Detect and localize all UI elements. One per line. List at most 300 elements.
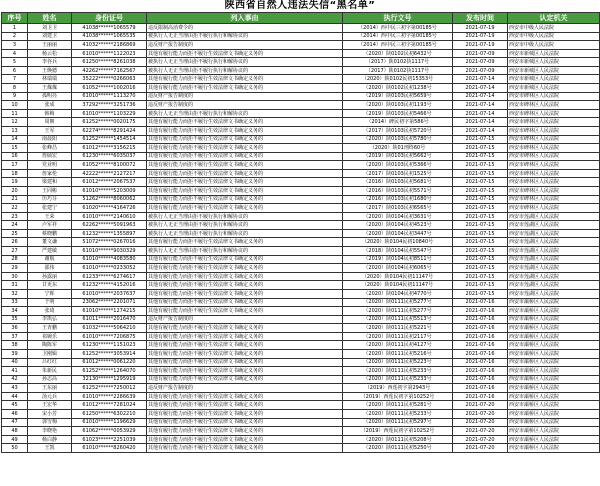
cell-index: 13 [2,126,28,135]
cell-case-number: （2020）陕0103民初5780号 [343,135,453,144]
cell-case-number: （2019）陕0103民初5466号 [343,109,453,118]
cell-reason: 其他有履行能力而拒不履行生效法律文书确定义务的 [147,332,343,341]
table-row [2,384,600,393]
table-row [2,49,600,58]
cell-name: 孙露丽 [28,272,72,281]
cell-publish-date: 2021-07-15 [453,264,508,273]
cell-case-number: （2020）陕0102民初6432号 [343,49,453,58]
cell-index: 3 [2,41,28,50]
cell-index: 40 [2,358,28,367]
cell-id-number: 61052******1002016 [72,84,147,93]
cell-index: 44 [2,392,28,401]
cell-name: 王丽丽 [28,41,72,50]
cell-index: 29 [2,264,28,273]
cell-index: 16 [2,152,28,161]
cell-court: 西安市碑林区人民法院 [508,144,600,153]
cell-publish-date: 2021-07-14 [453,84,508,93]
cell-id-number: 41032******2186869 [72,41,147,50]
cell-case-number: （2014）西中民三初字第00185号 [343,24,453,33]
cell-case-number: （2020）陕0111民初5513号 [343,315,453,324]
table-row [2,118,600,127]
cell-publish-date: 2021-07-15 [453,272,508,281]
cell-reason: 其他有履行能力而拒不履行生效法律文书确定义务的 [147,410,343,419]
cell-court: 西安市灞桥区人民法院 [508,435,600,444]
cell-id-number: 61252******7250012 [72,384,147,393]
table-row [2,238,600,247]
cell-index: 12 [2,118,28,127]
cell-name: 党业明 [28,161,72,170]
cell-index: 30 [2,272,28,281]
cell-reason: 其他有履行能力而拒不履行生效法律文书确定义务的 [147,307,343,316]
cell-publish-date: 2021-07-14 [453,75,508,84]
cell-court: 西安市新城区人民法院 [508,84,600,93]
cell-court: 西安市碑林区人民法院 [508,126,600,135]
cell-case-number: （2017）陕0103民初6565号 [343,204,453,213]
cell-index: 22 [2,204,28,213]
cell-publish-date: 2021-07-15 [453,204,508,213]
cell-publish-date: 2021-07-19 [453,41,508,50]
cell-court: 西安市莲湖区人民法院 [508,238,600,247]
table-row [2,392,600,401]
cell-case-number: （2014）碑民初字第586号 [343,118,453,127]
cell-id-number: 61052******8100072 [72,161,147,170]
table-row [2,101,600,110]
cell-index: 48 [2,427,28,436]
table-row [2,109,600,118]
cell-id-number: 51262******8060062 [72,195,147,204]
cell-reason: 违反限制高消费令的 [147,24,343,33]
cell-name: 王煤煤 [28,84,72,93]
table-row [2,349,600,358]
cell-id-number: 61010******1122023 [72,49,147,58]
cell-court: 西安市灞桥区人民法院 [508,418,600,427]
cell-id-number: 61010******2286639 [72,392,147,401]
cell-court: 西安市莲湖区人民法院 [508,255,600,264]
header-publish-date: 发布时间 [453,13,508,24]
cell-name: 于明 [28,298,72,307]
cell-case-number: （2017）陕0103民初5720号 [343,126,453,135]
cell-name: 杨云松 [28,49,72,58]
cell-publish-date: 2021-07-20 [453,401,508,410]
cell-reason: 其他有履行能力而拒不履行生效法律文书确定义务的 [147,169,343,178]
cell-reason: 违反财产报告制度的 [147,101,343,110]
cell-name: 李凯弘 [28,315,72,324]
cell-reason: 其他有履行能力而拒不履行生效法律文书确定义务的 [147,264,343,273]
cell-reason: 其他有履行能力而拒不履行生效法律文书确定义务的 [147,375,343,384]
cell-court: 西安市碑林区人民法院 [508,152,600,161]
cell-index: 25 [2,229,28,238]
cell-name: 张峰昌 [28,144,72,153]
table-row [2,75,600,84]
table-row [2,444,600,453]
cell-publish-date: 2021-07-15 [453,229,508,238]
cell-id-number: 61252******3053914 [72,349,147,358]
cell-case-number: （2020）陕0104民初6065号 [343,264,453,273]
cell-name: 李晓艳 [28,427,72,436]
cell-name: 王凯 [28,444,72,453]
cell-id-number: 61010******0233052 [72,264,147,273]
cell-reason: 被执行人无正当理由拒不履行执行和解协议的 [147,32,343,41]
cell-id-number: 35222******0266063 [72,75,147,84]
cell-publish-date: 2021-07-16 [453,298,508,307]
table-row [2,367,600,376]
cell-case-number: （2020）陕0103民初5366号 [343,161,453,170]
cell-id-number: 42262******7162567 [72,66,147,75]
cell-publish-date: 2021-07-15 [453,186,508,195]
cell-case-number: （2020）陕0104民初4523号 [343,221,453,230]
cell-reason: 其他有履行能力而拒不履行生效法律文书确定义务的 [147,118,343,127]
cell-publish-date: 2021-07-19 [453,32,508,41]
cell-reason: 其他有履行能力而拒不履行生效法律文书确定义务的 [147,281,343,290]
cell-court: 西安市新城区人民法院 [508,75,600,84]
cell-case-number: （2019）陕0103民初5662号 [343,152,453,161]
cell-name: 王宏华 [28,401,72,410]
cell-case-number: （2017）陕0103民初1525号 [343,169,453,178]
cell-name: 林瑞瑞 [28,75,72,84]
cell-case-number: （2020）陕0111民初5281号 [343,401,453,410]
cell-index: 11 [2,109,28,118]
cell-court: 西安市碑林区人民法院 [508,135,600,144]
cell-court: 西安市碑林区人民法院 [508,101,600,110]
page-title: 陕西省自然人违法失信“黑名单” [224,0,376,11]
cell-id-number: 61062******0053929 [72,427,147,436]
cell-court: 西安市莲湖区人民法院 [508,221,600,230]
cell-id-number: 61010******8260420 [72,444,147,453]
cell-publish-date: 2021-07-16 [453,384,508,393]
cell-court: 西安市碑林区人民法院 [508,109,600,118]
cell-court: 西安市灞桥区人民法院 [508,367,600,376]
cell-name: 卫刚辑 [28,349,72,358]
cell-name: 历巧芬 [28,195,72,204]
table-body [2,24,600,453]
cell-index: 38 [2,341,28,350]
cell-name: 蔡晓鹏 [28,229,72,238]
cell-publish-date: 2021-07-19 [453,24,508,33]
cell-court: 西安市碑林区人民法院 [508,92,600,101]
cell-name: 董文谦 [28,238,72,247]
cell-index: 7 [2,75,28,84]
cell-case-number: （2020）陕0111民初5277号 [343,298,453,307]
cell-case-number: （2020）陕0104民初11147号 [343,272,453,281]
cell-publish-date: 2021-07-16 [453,367,508,376]
cell-index: 32 [2,289,28,298]
cell-index: 31 [2,281,28,290]
cell-name: 王东丽 [28,384,72,393]
cell-case-number: （2020）陕0111民初5233号 [343,375,453,384]
cell-index: 2 [2,32,28,41]
cell-case-number: （2020）陕01刑终60号 [343,144,453,153]
cell-index: 19 [2,178,28,187]
cell-id-number: 61010******5203009 [72,186,147,195]
cell-publish-date: 2021-07-15 [453,161,508,170]
cell-reason: 其他有履行能力而拒不履行生效法律文书确定义务的 [147,358,343,367]
cell-id-number: 61012******0061220 [72,358,147,367]
cell-index: 41 [2,367,28,376]
cell-publish-date: 2021-07-16 [453,307,508,316]
cell-reason: 其他有履行能力而拒不履行生效法律文书确定义务的 [147,255,343,264]
cell-index: 35 [2,315,28,324]
cell-court: 西安市莲湖区人民法院 [508,281,600,290]
cell-publish-date: 2021-07-20 [453,444,508,453]
table-row [2,255,600,264]
cell-court: 西安市碑林区人民法院 [508,178,600,187]
cell-case-number: （2020）陕0111民初5221号 [343,324,453,333]
cell-name: 吕红红 [28,358,72,367]
cell-id-number: 61020******4164726 [72,204,147,213]
cell-court: 西安市灞桥区人民法院 [508,384,600,393]
cell-publish-date: 2021-07-15 [453,238,508,247]
cell-reason: 其他有履行能力而拒不履行生效法律文书确定义务的 [147,401,343,410]
cell-case-number: （2020）陕0104民初11147号 [343,281,453,290]
cell-court: 西安市莲湖区人民法院 [508,212,600,221]
cell-reason: 其他有履行能力而拒不履行生效法律文书确定义务的 [147,444,343,453]
table-row [2,418,600,427]
cell-id-number: 61012******2067537 [72,178,147,187]
cell-index: 4 [2,49,28,58]
cell-id-number: 41038******1065579 [72,24,147,33]
cell-case-number: （2020）陕0104民初4770号 [343,289,453,298]
table-row [2,272,600,281]
cell-publish-date: 2021-07-16 [453,341,508,350]
table-header-row [2,13,600,24]
table-row [2,264,600,273]
cell-court: 西安市灞桥区人民法院 [508,298,600,307]
cell-id-number: 61011******2016470 [72,315,147,324]
cell-court: 西安市灞桥区人民法院 [508,410,600,419]
cell-name: 刘卫卫 [28,24,72,33]
cell-reason: 其他有履行能力而拒不履行生效法律文书确定义务的 [147,152,343,161]
cell-name: 梁建和 [28,178,72,187]
cell-id-number: 61250******6302210 [72,410,147,419]
cell-publish-date: 2021-07-16 [453,349,508,358]
table-row [2,247,600,256]
header-reason: 列入事由 [147,13,343,24]
cell-id-number: 61010******9030329 [72,247,147,256]
cell-name: 张成 [28,101,72,110]
cell-case-number: （2020）陕0111民初5233号 [343,367,453,376]
cell-index: 42 [2,375,28,384]
header-court: 认定机关 [508,13,600,24]
cell-case-number: （2016）陕0103民初5681号 [343,178,453,187]
table-row [2,401,600,410]
cell-reason: 其他有履行能力而拒不履行生效法律文书确定义务的 [147,427,343,436]
cell-publish-date: 2021-07-16 [453,324,508,333]
cell-publish-date: 2021-07-14 [453,109,508,118]
cell-name: 朱新民 [28,367,72,376]
cell-name: 南晨阳 [28,135,72,144]
cell-case-number: （2017）陕0102执1117号 [343,66,453,75]
cell-court: 西安市灞桥区人民法院 [508,307,600,316]
cell-publish-date: 2021-07-16 [453,375,508,384]
cell-case-number: （2020）陕0111民初5277号 [343,307,453,316]
table-row [2,435,600,444]
cell-case-number: （2020）陕0111民初5208号 [343,435,453,444]
cell-id-number: 61010******2140610 [72,212,147,221]
table-row [2,358,600,367]
cell-court: 西安市莲湖区人民法院 [508,229,600,238]
cell-index: 6 [2,66,28,75]
cell-index: 1 [2,24,28,33]
cell-court: 西安市灞桥区人民法院 [508,341,600,350]
cell-case-number: （2020）陕0102民初15353号 [343,75,453,84]
cell-court: 西安市灞桥区人民法院 [508,324,600,333]
table-row [2,144,600,153]
cell-id-number: 61010******4083580 [72,255,147,264]
cell-name: 祁婉乐 [28,332,72,341]
cell-publish-date: 2021-07-15 [453,135,508,144]
cell-reason: 其他有履行能力而拒不履行生效法律文书确定义务的 [147,298,343,307]
table-row [2,341,600,350]
cell-name: 卢军祥 [28,221,72,230]
table-row [2,169,600,178]
cell-name: 王军 [28,126,72,135]
cell-name: 谢航 [28,255,72,264]
cell-reason: 其他有履行能力而拒不履行生效法律文书确定义务的 [147,392,343,401]
cell-publish-date: 2021-07-20 [453,410,508,419]
cell-case-number: （2020）陕0111民初5233号 [343,410,453,419]
cell-reason: 违反财产报告制度的 [147,92,343,101]
table-row [2,229,600,238]
cell-name: 韩梅 [28,109,72,118]
cell-index: 37 [2,332,28,341]
cell-publish-date: 2021-07-15 [453,169,508,178]
header-id-number: 身份证号 [72,13,147,24]
cell-reason: 被执行人无正当理由拒不履行执行和解协议的 [147,212,343,221]
cell-publish-date: 2021-07-15 [453,178,508,187]
cell-reason: 被执行人无正当理由拒不履行执行和解协议的 [147,109,343,118]
cell-name: 杨白静 [28,435,72,444]
cell-id-number: 61010******7206875 [72,332,147,341]
table-row [2,212,600,221]
table-row [2,24,600,33]
cell-name: 张琦 [28,307,72,316]
cell-court: 西安市莲湖区人民法院 [508,289,600,298]
cell-case-number: （2019）陕0104民初8511号 [343,255,453,264]
cell-court: 西安市灞桥区人民法院 [508,392,600,401]
cell-id-number: 61250******8261038 [72,58,147,67]
table-row [2,66,600,75]
blacklist-table [1,12,600,453]
table-row [2,126,600,135]
cell-name: 甘更东 [28,281,72,290]
cell-court: 西安市中级人民法院 [508,41,600,50]
cell-index: 28 [2,255,28,264]
cell-index: 39 [2,349,28,358]
cell-case-number: （2020）陕0111民初2117号 [343,332,453,341]
cell-publish-date: 2021-07-15 [453,281,508,290]
cell-publish-date: 2021-07-15 [453,195,508,204]
table-row [2,204,600,213]
cell-publish-date: 2021-07-15 [453,144,508,153]
cell-name: 詹硕宏 [28,152,72,161]
table-row [2,161,600,170]
cell-id-number: 61232******4152016 [72,281,147,290]
cell-id-number: 62262******5091963 [72,221,147,230]
cell-index: 5 [2,58,28,67]
cell-name: 王同彬 [28,186,72,195]
cell-publish-date: 2021-07-16 [453,315,508,324]
cell-name: 郭雪梅 [28,418,72,427]
cell-reason: 其他有履行能力而拒不履行生效法律文书确定义务的 [147,204,343,213]
table-row [2,92,600,101]
cell-name: 王荣 [28,212,72,221]
cell-name: 李谷兵 [28,58,72,67]
table-row [2,324,600,333]
cell-name: 宁晖 [28,289,72,298]
cell-reason: 违反财产报告制度的 [147,384,343,393]
cell-id-number: 32130******1295919 [72,375,147,384]
cell-court: 西安市中级人民法院 [508,32,600,41]
cell-case-number: （2014）西中民三初字第00185号 [343,41,453,50]
cell-name: 王青鹏 [28,324,72,333]
cell-name: 周朝 [28,118,72,127]
cell-reason: 其他有履行能力而拒不履行生效法律文书确定义务的 [147,161,343,170]
cell-publish-date: 2021-07-14 [453,101,508,110]
cell-court: 西安市莲湖区人民法院 [508,247,600,256]
cell-case-number: （2020）陕0104民初3447号 [343,229,453,238]
table-row [2,195,600,204]
cell-case-number: （2017）陕0102执1117号 [343,58,453,67]
cell-name: 严建敏 [28,247,72,256]
cell-id-number: 61232******1355897 [72,229,147,238]
table-row [2,41,600,50]
cell-reason: 其他有履行能力而拒不履行生效法律文书确定义务的 [147,84,343,93]
cell-reason: 其他有履行能力而拒不履行生效法律文书确定义务的 [147,135,343,144]
cell-reason: 其他有履行能力而拒不履行生效法律文书确定义务的 [147,186,343,195]
cell-reason: 其他有履行能力而拒不履行生效法律文书确定义务的 [147,126,343,135]
cell-publish-date: 2021-07-15 [453,289,508,298]
cell-index: 26 [2,238,28,247]
cell-reason: 被执行人无正当理由拒不履行执行和解协议的 [147,221,343,230]
table-row [2,186,600,195]
cell-index: 18 [2,169,28,178]
cell-name: 汤元兵 [28,392,72,401]
cell-court: 西安市灞桥区人民法院 [508,358,600,367]
cell-publish-date: 2021-07-14 [453,118,508,127]
cell-id-number: 61012******7281024 [72,401,147,410]
cell-publish-date: 2021-07-09 [453,66,508,75]
cell-court: 西安市新城区人民法院 [508,66,600,75]
table-row [2,221,600,230]
cell-court: 西安市碑林区人民法院 [508,195,600,204]
cell-index: 21 [2,195,28,204]
cell-id-number: 61010******1274215 [72,307,147,316]
cell-id-number: 62274******8291424 [72,126,147,135]
cell-court: 西安市碑林区人民法院 [508,204,600,213]
cell-case-number: （2018）陕0104民初5547号 [343,247,453,256]
cell-id-number: 61010******1196629 [72,418,147,427]
cell-reason: 被执行人无正当理由拒不履行执行和解协议的 [147,229,343,238]
table-row [2,152,600,161]
cell-court: 西安市灞桥区人民法院 [508,401,600,410]
cell-reason: 其他有履行能力而拒不履行生效法律文书确定义务的 [147,435,343,444]
cell-publish-date: 2021-07-15 [453,247,508,256]
cell-reason: 其他有履行能力而拒不履行生效法律文书确定义务的 [147,238,343,247]
cell-id-number: 61012******3156215 [72,144,147,153]
cell-court: 西安市新城区人民法院 [508,49,600,58]
cell-id-number: 41038******1065535 [72,32,147,41]
cell-id-number: 23062******2201071 [72,298,147,307]
cell-index: 36 [2,324,28,333]
cell-name: 张建宁 [28,204,72,213]
cell-case-number: （2020）陕0104民初3631号 [343,212,453,221]
cell-publish-date: 2021-07-14 [453,126,508,135]
cell-index: 10 [2,101,28,110]
cell-case-number: （2020）陕0111民初5250号 [343,444,453,453]
table-row [2,135,600,144]
cell-court: 西安市莲湖区人民法院 [508,272,600,281]
table-row [2,307,600,316]
